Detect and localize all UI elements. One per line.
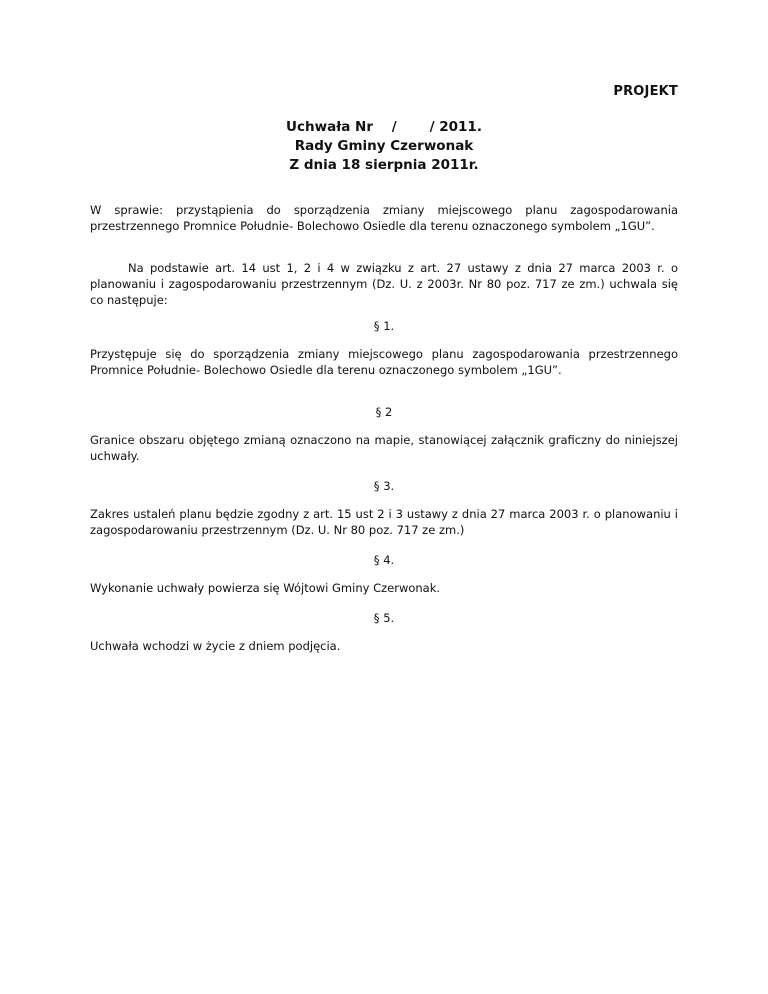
- section-4-text: Wykonanie uchwały powierza się Wójtowi Gminy Czerwonak.: [90, 581, 441, 595]
- legal-basis-paragraph: Na podstawie art. 14 ust 1, 2 i 4 w związku z art. 27 ustawy z dnia 27 marca 2003 r. o planowaniu i zagospodarowaniu przestrzennym (Dz. U. z 2003r. Nr 80 poz. 717 ze zm.) uchwala się co następuje:: [90, 261, 678, 307]
- section-4-mark: § 4.: [373, 553, 395, 567]
- section-1-mark: § 1.: [373, 319, 395, 333]
- projekt-label: PROJEKT: [613, 84, 678, 99]
- section-3-text: Zakres ustaleń planu będzie zgodny z art. 15 ust 2 i 3 ustawy z dnia 27 marca 2003 r. o planowaniu i zagospodarowaniu przestrzennym (Dz. U. Nr 80 poz. 717 ze zm.): [90, 507, 678, 537]
- title-line-number: Uchwała Nr / / 2011.: [286, 119, 482, 135]
- section-5-text: Uchwała wchodzi w życie z dniem podjęcia.: [90, 639, 341, 653]
- section-3-mark: § 3.: [373, 479, 395, 493]
- resolution-title: [90, 118, 678, 175]
- title-line-council: Rady Gminy Czerwonak: [294, 138, 474, 154]
- subject-paragraph: W sprawie: przystąpienia do sporządzenia zmiany miejscowego planu zagospodarowania przestrzennego Promnice Południe- Bolechowo Osiedle dla terenu oznaczonego symbolem „1GU”.: [90, 203, 678, 233]
- title-line-date: Z dnia 18 sierpnia 2011r.: [289, 157, 479, 173]
- section-5-mark: § 5.: [373, 611, 395, 625]
- section-2-text: Granice obszaru objętego zmianą oznaczono na mapie, stanowiącej załącznik graficzny do niniejszej uchwały.: [90, 433, 678, 463]
- document-page: [90, 0, 678, 994]
- section-2-mark: § 2: [375, 405, 393, 419]
- section-1-text: Przystępuje się do sporządzenia zmiany miejscowego planu zagospodarowania przestrzennego Promnice Południe- Bolechowo Osiedle dla terenu oznaczonego symbolem „1GU”.: [90, 347, 678, 377]
